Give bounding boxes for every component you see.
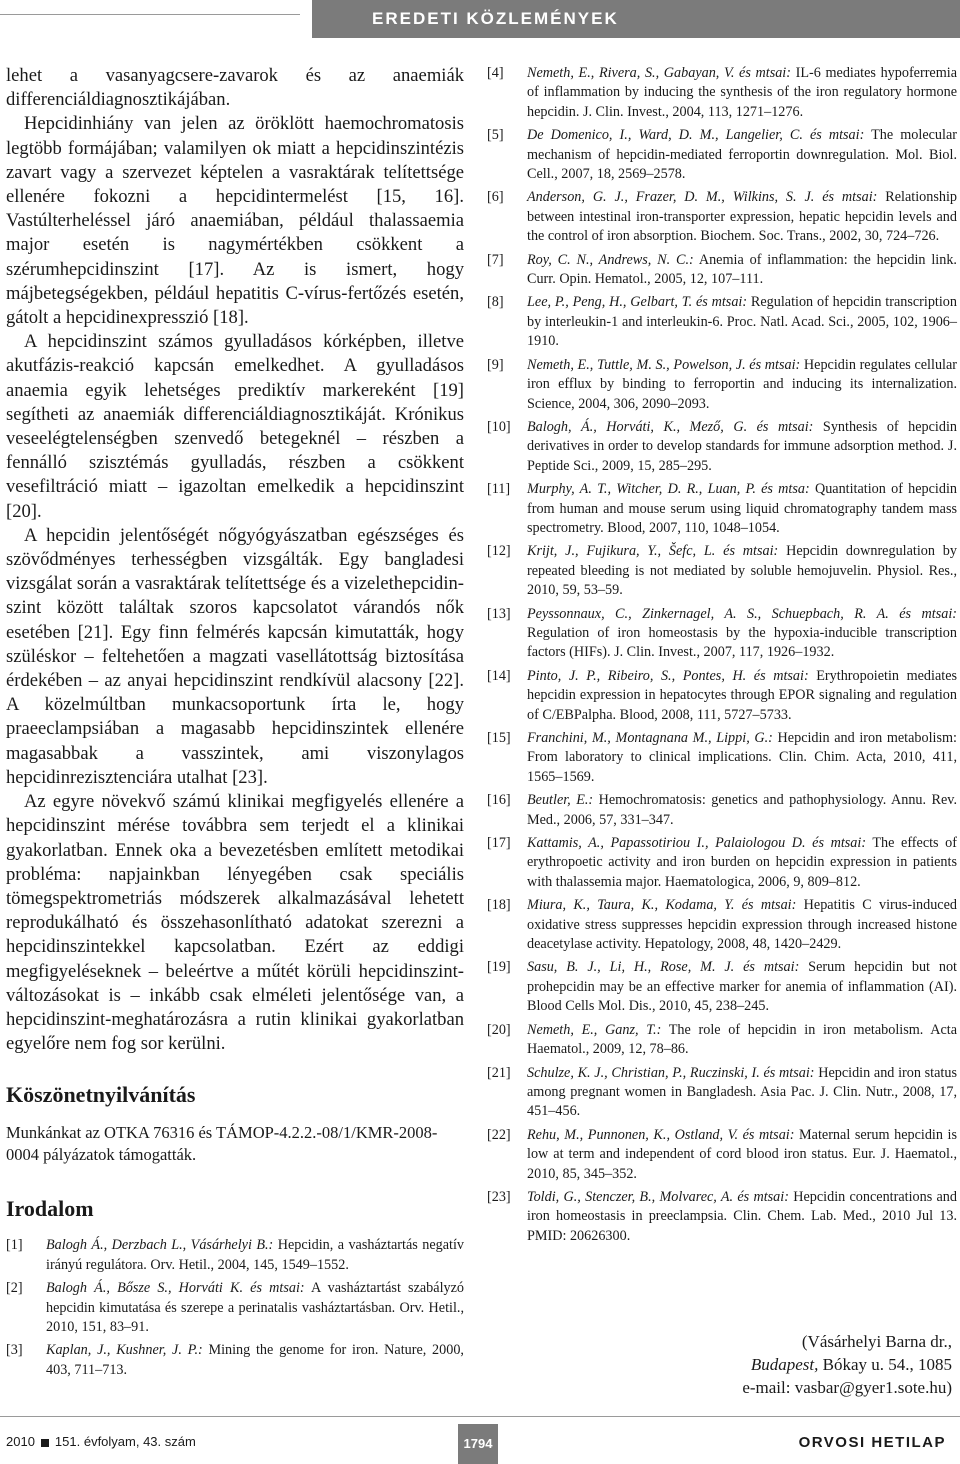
- correspondence-address: [742, 1330, 952, 1399]
- ref-text: [46, 1279, 464, 1337]
- issue-info: [6, 1434, 196, 1449]
- paragraph: Az egyre növekvő számú klinikai megfigyelés ellenére a hepcidinszint mérése továbbra sem terjedt el a klinikai gyakorlatban. Ennek oka a bevezetésben említett metodikai probléma: napjainkban lényegében csak speciális tömegspektrometriás módszerek alkalmazásával lehetett reprodukálható és összehasonlítható adatokat szerezni a hepcidinszintekkel kapcsolatban. Ezért az eddigi megfigyeléseknek – beleértve a műtét körüli hepcidinszint-változásokat is – inkább csak elméleti jelentősége van, a hepcidinszint-meghatározásra a rutin klinikai gyakorlatban egyelőre nem fog sor kerülni.: [6, 791, 464, 1055]
- ref-authors: Beutler, E.:: [527, 792, 594, 809]
- header-rule: [0, 14, 300, 15]
- footer-rule: [0, 1416, 960, 1417]
- ref-text: [527, 605, 957, 663]
- ref-authors: Sasu, B. J., Li, H., Rose, M. J. és mtsai:: [527, 959, 800, 976]
- ref-body: Hepcidin downregulation by repeated bleeding is not mediated by soluble hemojuvelin. Physiol. Res., 2010, 59, 53–59.: [527, 543, 957, 599]
- ref-text: [527, 896, 957, 954]
- ref-text: [527, 958, 957, 1016]
- ref-body: Hepcidin and iron status among pregnant women in Bangladesh. Asia Pac. J. Clin. Nutr., 2008, 17, 451–456.: [527, 1064, 957, 1120]
- ref-number: [15]: [487, 730, 511, 746]
- reference-item: [487, 293, 957, 351]
- footer-volume: 151. évfolyam, 43. szám: [54, 1434, 196, 1449]
- paragraph: A hepcidinszint számos gyulladásos kórképben, illetve akutfázis-reakció kapcsán emelkedhet. A gyulladásos anaemia egyik lehetséges prediktív markereként [19] segítheti az anaemiák differenciáldiagnosztikáját. Krónikus veseelégtelenségben szenvedő betegeknél – részben a fennálló szisztémás gyulladás, részben a csökkent vesefiltráció miatt – igazoltan emelkedik a hepcidinszint [20].: [6, 331, 464, 522]
- ref-number: [7]: [487, 251, 504, 268]
- ref-number: [2]: [6, 1280, 23, 1297]
- article-body: [6, 64, 464, 1056]
- ref-number: [10]: [487, 418, 511, 435]
- ref-body: Relationship between intestinal iron-transporter expression, hepatic hepcidin levels and the control of iron absorption. Biochem. Soc. Trans., 2002, 30, 724–726.: [527, 189, 957, 245]
- reference-item: [487, 958, 957, 1016]
- ref-body: IL-6 mediates hypoferremia of inflammation by inducing the synthesis of the iron regulatory hormone hepcidin. J. Clin. Invest., 2004, 113, 1271–1276.: [527, 65, 957, 120]
- ref-number: [18]: [487, 897, 511, 914]
- ref-authors: De Domenico, I., Ward, D. M., Langelier, C. és mtsai:: [527, 127, 865, 144]
- ref-number: [9]: [487, 356, 504, 373]
- ref-body: Mining the genome for iron. Nature, 2000, 403, 711–713.: [46, 1342, 464, 1378]
- ref-body: Hepatitis C virus-induced oxidative stress suppresses hepcidin expression through increased histone deacetylase activity. Hepatology, 2008, 48, 1420–2429.: [527, 897, 957, 953]
- reference-item: [487, 729, 957, 787]
- ref-authors: Lee, P., Peng, H., Gelbart, T. és mtsai:: [527, 294, 748, 311]
- ref-body: Erythropoietin mediates hepcidin expression in hepatocytes through EPOR signaling and regulation of C/EBPalpha. Blood, 2008, 111, 5727–5733.: [527, 667, 958, 723]
- ref-text: [527, 418, 957, 476]
- reference-item: [487, 1021, 957, 1060]
- reference-item: [487, 251, 957, 290]
- reference-item: [487, 834, 957, 892]
- ref-text: [527, 667, 957, 725]
- ref-text: [527, 791, 957, 830]
- ref-text: [527, 126, 957, 184]
- ref-authors: Schulze, K. J., Christian, P., Ruczinski, I. és mtsai:: [527, 1064, 815, 1081]
- ref-number: [20]: [487, 1021, 511, 1038]
- ref-text: [527, 834, 957, 892]
- ref-body: The role of hepcidin in iron metabolism. Acta Haematol., 2009, 12, 78–86.: [527, 1021, 957, 1058]
- reference-item: [487, 480, 957, 538]
- ref-number: [11]: [487, 481, 511, 498]
- ref-text: [527, 480, 957, 538]
- ref-number: [6]: [487, 189, 504, 206]
- ref-authors: Balogh Á., Bősze S., Horváti K. és mtsai:: [46, 1280, 305, 1297]
- ref-text: [527, 1188, 957, 1246]
- ref-authors: Rehu, M., Punnonen, K., Ostland, V. és mtsai:: [527, 1126, 795, 1143]
- address-street-line: [742, 1353, 952, 1376]
- ref-text: [527, 293, 957, 351]
- reference-item: [487, 418, 957, 476]
- reference-item: [487, 1126, 957, 1184]
- ref-number: [1]: [6, 1237, 23, 1254]
- page-header: [0, 0, 960, 38]
- ref-body: Serum hepcidin but not prohepcidin may be an effective marker for anemia of inflammation (AI). Blood Cells Mol. Dis., 2010, 45, 238–245.: [527, 959, 958, 1015]
- ref-authors: Krijt, J., Fujikura, Y., Šefc, L. és mtsai:: [527, 543, 779, 560]
- paragraph: A hepcidin jelentőségét nőgyógyászatban egészséges és szövődményes terhességben vizsgálták. Egy bangladesi vizsgálat során a vasraktárak telítettsége és a vizelethepcidin-szint között találtak szoros kapcsolatot várandós nők esetében [21]. Egy finn felmérés kapcsán kimutatták, hogy szüléskor – feltehetően a magzati vasellátottság biztosítása érdekében – az anyai hepcidinszint rendkívül alacsony [22]. A közelmúltban munkacsoportunk írta le, hogy praeeclampsiában a magasabb hepcidinszintek ellenére magasabbak a vasszintek, ami viszonylagos hepcidinrezisztenciára utalhat [23].: [6, 524, 464, 788]
- ref-text: [527, 188, 957, 246]
- ref-authors: Toldi, G., Stenczer, B., Molvarec, A. és mtsai:: [527, 1188, 789, 1205]
- reference-item: [487, 356, 957, 414]
- ref-text: [527, 64, 957, 122]
- address-name: (Vásárhelyi Barna dr.,: [801, 1332, 952, 1351]
- ref-number: [12]: [487, 543, 511, 560]
- ref-authors: Anderson, G. J., Frazer, D. M., Wilkins, S. J. és mtsai:: [527, 189, 878, 206]
- ack-heading: Köszönetnyilvánítás: [6, 1082, 196, 1108]
- ref-text: [527, 1021, 957, 1060]
- address-street: Bókay u. 54., 1085: [818, 1355, 952, 1374]
- ref-number: [17]: [487, 835, 511, 852]
- ref-body: The molecular mechanism of hepcidin-mediated ferroportin downregulation. Mol. Biol. Cell., 2007, 18, 2569–2578.: [527, 127, 957, 183]
- ref-text: [527, 729, 957, 787]
- square-bullet-icon: [41, 1439, 49, 1447]
- refs-heading: Irodalom: [6, 1196, 94, 1222]
- ref-number: [19]: [487, 959, 511, 976]
- right-column: [487, 64, 957, 1250]
- reference-item: [6, 1279, 464, 1337]
- ref-number: [14]: [487, 667, 511, 684]
- ref-text: [527, 542, 957, 600]
- reference-item: [487, 1188, 957, 1246]
- reference-item: [6, 1341, 464, 1380]
- ack-text: Munkánkat az OTKA 76316 és TÁMOP-4.2.2.-08/1/KMR-2008-0004 pályázatok támogatták.: [6, 1123, 438, 1165]
- ref-authors: Balogh Á., Derzbach L., Vásárhelyi B.:: [46, 1237, 274, 1254]
- ref-number: [3]: [6, 1342, 23, 1359]
- ref-text: [527, 1064, 957, 1122]
- reference-item: [487, 64, 957, 122]
- journal-name: ORVOSI HETILAP: [798, 1434, 946, 1451]
- ref-authors: Pinto, J. P., Ribeiro, S., Pontes, H. és mtsai:: [527, 667, 809, 684]
- ref-authors: Miura, K., Taura, K., Kodama, Y. és mtsai:: [527, 897, 797, 914]
- ref-text: [527, 251, 957, 290]
- ref-number: [5]: [487, 127, 504, 144]
- reference-item: [487, 605, 957, 663]
- ref-body: The effects of erythropoetic activity and iron burden on hepcidin expression in patients with thalassemia major. Haematologica, 2006, 9, 809–812.: [527, 835, 957, 890]
- ref-authors: Peyssonnaux, C., Zinkernagel, A. S., Schuepbach, R. A. és mtsai:: [527, 605, 957, 622]
- address-email: e-mail: vasbar@gyer1.sote.hu): [742, 1378, 952, 1397]
- ref-text: [46, 1236, 464, 1275]
- ref-body: Hepcidin concentrations and iron homeostasis in preeclampsia. Clin. Chem. Lab. Med., 2010 Jul 13. PMID: 20626300.: [527, 1188, 957, 1244]
- paragraph: Hepcidinhiány van jelen az öröklött haemochromatosis legtöbb formájában; valamilyen ok miatt a hepcidinszintézis zavart vagy a szervezet képtelen a vasraktárak telítettsége ellenére fokozni a hepcidintermelést [15, 16]. Vastúlterheléssel járó anaemiában, például thalassaemia major esetén is nagymértékben csökkent a szérumhepcidinszint [17]. Az is ismert, hogy májbetegségekben, például hepatitis C-vírus-fertőzés esetén, gátolt a hepcidinexpresszió [18].: [6, 113, 464, 329]
- ref-authors: Nemeth, E., Ganz, T.:: [527, 1021, 662, 1038]
- reference-item: [487, 896, 957, 954]
- ref-number: [21]: [487, 1064, 511, 1081]
- ref-number: [23]: [487, 1188, 511, 1205]
- ref-number: [16]: [487, 792, 511, 809]
- ref-authors: Franchini, M., Montagnana M., Lippi, G.:: [527, 730, 773, 746]
- page-footer: [0, 1412, 960, 1464]
- ref-authors: Balogh, Á., Horváti, K., Mező, G. és mtsai:: [527, 418, 814, 435]
- reference-item: [487, 1064, 957, 1122]
- ref-authors: Nemeth, E., Rivera, S., Gabayan, V. és mtsai:: [527, 65, 791, 81]
- ref-body: A vasháztartást szabályzó hepcidin kimutatása és szerepe a perinatalis vasháztartásban. Orv. Hetil., 2010, 151, 83–91.: [46, 1280, 464, 1335]
- ref-body: Hemochromatosis: genetics and pathophysiology. Annu. Rev. Med., 2006, 57, 331–347.: [527, 792, 958, 828]
- ref-body: Hepcidin regulates cellular iron efflux by binding to ferroportin and inducing its internalization. Science, 2004, 306, 2090–2093.: [527, 356, 957, 412]
- reference-item: [6, 1236, 464, 1275]
- ref-body: Maternal serum hepcidin is low at term and independent of cord blood iron status. Eur. J. Haematol., 2010, 85, 345–352.: [527, 1126, 957, 1182]
- left-column: [6, 64, 464, 1384]
- section-label: EREDETI KÖZLEMÉNYEK: [312, 0, 960, 38]
- ref-body: Hepcidin, a vasháztartás negatív irányú regulátora. Orv. Hetil., 2004, 145, 1549–1552.: [46, 1237, 464, 1273]
- reference-item: [487, 667, 957, 725]
- ref-text: [527, 1126, 957, 1184]
- ref-number: [22]: [487, 1126, 511, 1143]
- reference-list-continued: [487, 64, 957, 1246]
- ref-number: [8]: [487, 294, 504, 311]
- page-number: 1794: [458, 1424, 498, 1464]
- ref-authors: Kaplan, J., Kushner, J. P.:: [46, 1342, 203, 1359]
- ref-authors: Nemeth, E., Tuttle, M. S., Powelson, J. és mtsai:: [527, 356, 801, 373]
- reference-item: [487, 542, 957, 600]
- footer-year: 2010: [6, 1434, 35, 1449]
- ref-text: [527, 356, 957, 414]
- reference-list: [6, 1236, 464, 1380]
- ref-body: Hepcidin and iron metabolism: From laboratory to clinical implications. Clin. Chim. Acta, 2010, 411, 1565–1569.: [527, 730, 957, 785]
- address-city: Budapest,: [750, 1355, 819, 1374]
- ref-body: Regulation of iron homeostasis by the hypoxia-inducible transcription factors (HIFs). J. Clin. Invest., 2007, 117, 1926–1932.: [527, 624, 957, 661]
- reference-item: [487, 126, 957, 184]
- ref-body: Regulation of hepcidin transcription by interleukin-1 and interleukin-6. Proc. Natl. Acad. Sci., 2005, 102, 1906–1910.: [527, 294, 957, 350]
- ref-authors: Roy, C. N., Andrews, N. C.:: [527, 251, 694, 268]
- ref-authors: Kattamis, A., Papassotiriou I., Palaiologou D. és mtsai:: [527, 835, 867, 852]
- ref-text: [46, 1341, 464, 1380]
- reference-item: [487, 791, 957, 830]
- paragraph: lehet a vasanyagcsere-zavarok és az anaemiák differenciáldiagnosztikájában.: [6, 65, 464, 111]
- reference-item: [487, 188, 957, 246]
- ref-body: Quantitation of hepcidin from human and mouse serum using liquid chromatography tandem mass spectrometry. Blood, 2007, 110, 1048–1054.: [527, 481, 957, 536]
- ref-authors: Murphy, A. T., Witcher, D. R., Luan, P. és mtsa:: [527, 481, 810, 498]
- ref-number: [13]: [487, 605, 511, 622]
- ref-body: Anemia of inflammation: the hepcidin link. Curr. Opin. Hematol., 2005, 12, 107–111.: [527, 251, 957, 288]
- ref-number: [4]: [487, 65, 504, 81]
- ref-body: Synthesis of hepcidin derivatives in order to develop standards for immune adsorption method. J. Peptide Sci., 2009, 15, 285–295.: [527, 418, 957, 474]
